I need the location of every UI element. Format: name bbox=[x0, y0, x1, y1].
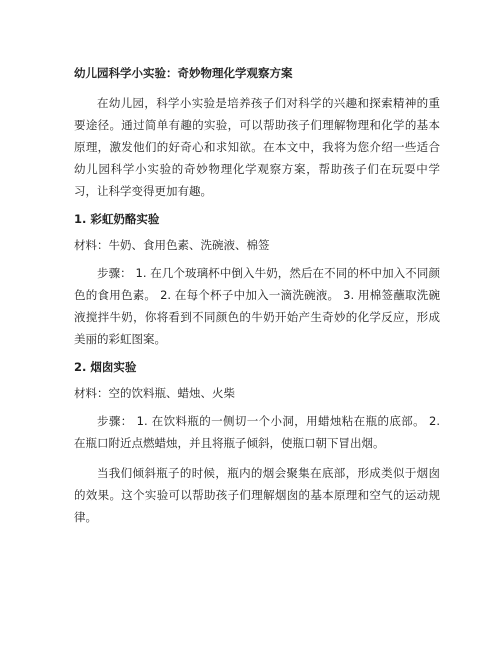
document-title: 幼儿园科学小实验：奇妙物理化学观察方案 bbox=[74, 66, 293, 80]
intro-paragraph: 在幼儿园，科学小实验是培养孩子们对科学的兴趣和探索精神的重要途径。通过简单有趣的实验，可以帮助孩子们理解物理和化学的基本原理，激发他们的好奇心和求知欲。在本文中，我将为您介绍一些适合幼儿园科学小实验的奇妙物理化学观察方案，帮助孩子们在玩耍中学习，让科学变得更加有趣。 bbox=[74, 96, 440, 198]
materials-rainbow-milk: 材料：牛奶、食用色素、洗碗液、棉签 bbox=[74, 238, 270, 252]
section-heading-chimney: 2. 烟囱实验 bbox=[74, 360, 137, 374]
steps-chimney: 步骤： 1. 在饮料瓶的一侧切一个小洞，用蜡烛粘在瓶的底部。 2. 在瓶口附近点燃蜡烛，并且将瓶子倾斜，使瓶口朝下冒出烟。 bbox=[74, 414, 440, 450]
observation-chimney: 当我们倾斜瓶子的时候，瓶内的烟会聚集在底部，形成类似于烟囱的效果。这个实验可以帮助孩子们理解烟囱的基本原理和空气的运动规律。 bbox=[74, 466, 440, 524]
section-heading-rainbow-milk: 1. 彩虹奶酪实验 bbox=[74, 212, 160, 226]
materials-chimney: 材料：空的饮料瓶、蜡烛、火柴 bbox=[74, 386, 235, 400]
steps-rainbow-milk: 步骤： 1. 在几个玻璃杯中倒入牛奶，然后在不同的杯中加入不同颜色的食用色素。 2. 在每个杯子中加入一滴洗碗液。 3. 用棉签蘸取洗碗液搅拌牛奶，你将看到不同颜色的牛奶开始产生奇妙的化学反应，形成美丽的彩虹图案。 bbox=[74, 266, 440, 346]
